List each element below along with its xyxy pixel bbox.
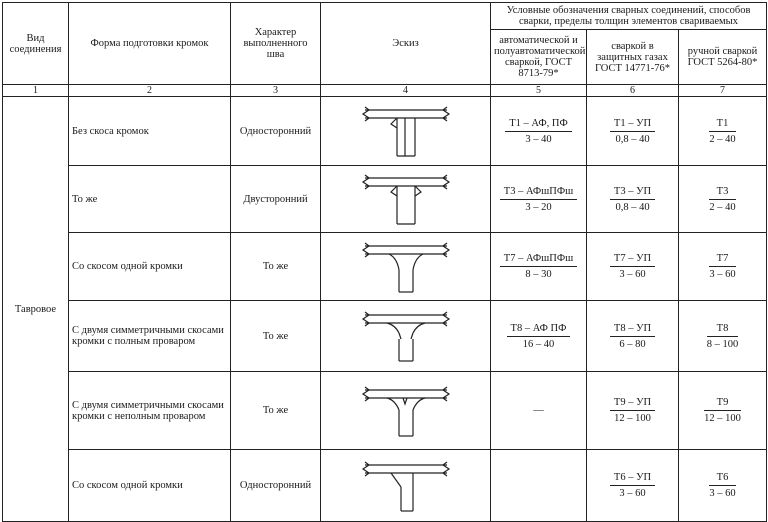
manual-welding-cell: [679, 372, 767, 450]
manual-thickness: 8 – 100: [706, 338, 739, 350]
sketch-cell: [321, 450, 491, 522]
gas-welding-cell: [587, 450, 679, 522]
auto-welding-cell: [491, 450, 587, 522]
col-number-6: 6: [587, 85, 679, 97]
header-sketch: Эскиз: [321, 3, 491, 85]
header-auto-welding: автоматической и полуавтоматической сваркой, ГОСТ 8713-79*: [491, 30, 587, 85]
edge-form-cell: С двумя симметричными скосами кромки с полным проваром: [69, 301, 231, 372]
auto-welding-cell: [491, 301, 587, 372]
manual-welding-cell: [679, 301, 767, 372]
sketch-t9-icon: [361, 382, 451, 440]
manual-designation: Т6: [709, 472, 735, 486]
gas-designation: Т3 – УП: [610, 186, 655, 200]
col-number-1: 1: [3, 85, 69, 97]
manual-designation: Т9: [704, 397, 741, 411]
sketch-t3-icon: [361, 170, 451, 228]
gas-thickness: 6 – 80: [619, 338, 646, 350]
seam-type-cell: То же: [231, 372, 321, 450]
manual-thickness: 3 – 60: [709, 269, 736, 280]
weld-joints-table: [2, 2, 767, 522]
col-number-7: 7: [679, 85, 767, 97]
seam-type-cell: Односторонний: [231, 450, 321, 522]
auto-welding-cell: [491, 166, 587, 233]
header-gas-welding: сваркой в защитных газах ГОСТ 14771-76*: [587, 30, 679, 85]
auto-designation: Т1 – АФ, ПФ: [505, 118, 572, 132]
header-group: Условные обозначения сварных соединений, способов сварки, пределы толщин элементов свариваемых: [491, 3, 767, 30]
header-edge-form: Форма подготовки кромок: [69, 3, 231, 85]
auto-designation: Т3 – АФшПФш: [500, 186, 577, 200]
manual-thickness: 3 – 60: [709, 488, 736, 499]
manual-thickness: 2 – 40: [709, 133, 736, 145]
manual-thickness: 12 – 100: [704, 413, 741, 424]
auto-thickness: 3 – 20: [525, 201, 552, 213]
seam-type-cell: Односторонний: [231, 97, 321, 166]
sketch-cell: [321, 166, 491, 233]
gas-thickness: 0,8 – 40: [615, 201, 650, 213]
col-number-5: 5: [491, 85, 587, 97]
manual-thickness: 2 – 40: [709, 201, 736, 213]
edge-form-cell: То же: [69, 166, 231, 233]
gas-welding-cell: [587, 97, 679, 166]
gas-designation: Т7 – УП: [610, 253, 655, 267]
auto-designation: Т7 – АФшПФш: [500, 253, 577, 267]
sketch-cell: [321, 97, 491, 166]
seam-type-cell: Двусторонний: [231, 166, 321, 233]
gas-designation: Т9 – УП: [610, 397, 655, 411]
manual-designation: Т7: [709, 253, 735, 267]
edge-form-cell: С двумя симметричными скосами кромки с неполным проваром: [69, 372, 231, 450]
gas-designation: Т6 – УП: [610, 472, 655, 486]
manual-welding-cell: [679, 97, 767, 166]
col-number-2: 2: [69, 85, 231, 97]
gas-thickness: 0,8 – 40: [615, 133, 650, 145]
manual-designation: Т3: [709, 186, 735, 200]
sketch-t6-icon: [361, 457, 451, 515]
auto-welding-cell: [491, 233, 587, 301]
sketch-t7-icon: [361, 238, 451, 296]
gas-thickness: 12 – 100: [614, 413, 651, 424]
gas-welding-cell: [587, 166, 679, 233]
manual-designation: Т8: [707, 323, 739, 337]
joint-type-cell: Тавровое: [3, 97, 69, 522]
table-row: [3, 301, 767, 372]
col-number-3: 3: [231, 85, 321, 97]
auto-welding-cell: —: [491, 372, 587, 450]
gas-designation: Т1 – УП: [610, 118, 655, 132]
manual-welding-cell: [679, 450, 767, 522]
header-manual-welding: ручной сваркой ГОСТ 5264-80*: [679, 30, 767, 85]
sketch-cell: [321, 301, 491, 372]
table-row: [3, 450, 767, 522]
auto-thickness: 16 – 40: [522, 338, 555, 350]
sketch-t1-icon: [361, 102, 451, 160]
table-row: [3, 166, 767, 233]
manual-welding-cell: [679, 166, 767, 233]
edge-form-cell: Без скоса кромок: [69, 97, 231, 166]
gas-welding-cell: [587, 301, 679, 372]
gas-thickness: 3 – 60: [619, 269, 646, 280]
edge-form-cell: Со скосом одной кромки: [69, 450, 231, 522]
header-joint-type: Вид соединения: [3, 3, 69, 85]
edge-form-cell: Со скосом одной кромки: [69, 233, 231, 301]
sketch-cell: [321, 233, 491, 301]
manual-welding-cell: [679, 233, 767, 301]
manual-designation: Т1: [709, 118, 735, 132]
sketch-t8-icon: [361, 307, 451, 365]
sketch-cell: [321, 372, 491, 450]
table-row: [3, 372, 767, 450]
table-row: [3, 97, 767, 166]
auto-thickness: 3 – 40: [525, 133, 552, 145]
seam-type-cell: То же: [231, 301, 321, 372]
auto-thickness: 8 – 30: [525, 269, 552, 280]
gas-thickness: 3 – 60: [619, 488, 646, 499]
gas-designation: Т8 – УП: [610, 323, 655, 337]
auto-welding-cell: [491, 97, 587, 166]
gas-welding-cell: [587, 372, 679, 450]
col-number-4: 4: [321, 85, 491, 97]
table-row: [3, 233, 767, 301]
auto-designation: Т8 – АФ ПФ: [507, 323, 571, 337]
header-seam-type: Характер выполненного шва: [231, 3, 321, 85]
seam-type-cell: То же: [231, 233, 321, 301]
gas-welding-cell: [587, 233, 679, 301]
